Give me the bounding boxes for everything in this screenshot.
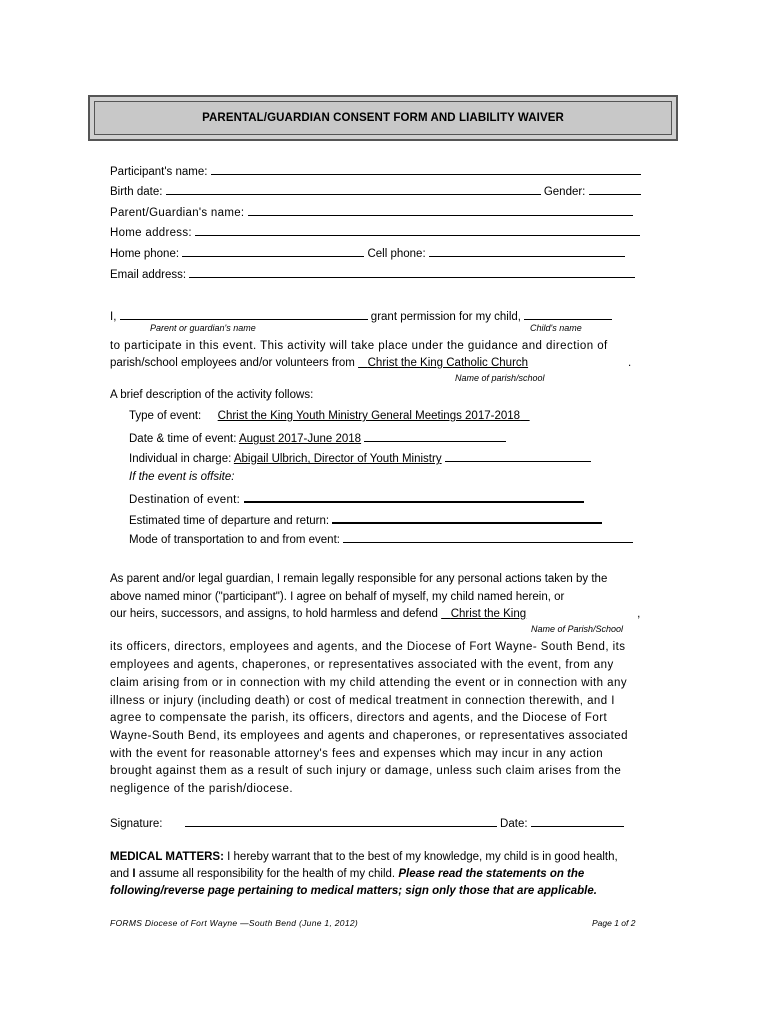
participant-name-field[interactable] (110, 163, 641, 179)
transport-blank[interactable] (343, 531, 633, 543)
liability-body-9: negligence of the parish/diocese. (110, 783, 293, 795)
defend-party-value[interactable] (441, 607, 637, 621)
liability-body-5: agree to compensate the parish, its officers, directors and agents, and the Diocese of Fort (110, 712, 608, 724)
event-type-value[interactable]: Christ the King Youth Ministry General Meetings 2017-2018 (217, 410, 521, 422)
phone-field[interactable] (110, 245, 625, 261)
medical-and: and (110, 868, 130, 880)
in-charge-field[interactable] (129, 450, 591, 466)
medical-line-3 (110, 884, 597, 898)
form-title: PARENTAL/GUARDIAN CONSENT FORM AND LIABILITY WAIVER (202, 112, 564, 124)
activity-heading: A brief description of the activity follows: (110, 389, 314, 401)
medical-heading: MEDICAL MATTERS: (110, 851, 224, 863)
event-date-value[interactable]: August 2017-June 2018 (238, 433, 362, 445)
event-type-field[interactable] (129, 409, 530, 423)
liability-body-6: Wayne-South Bend, its employees and agents and chaperones, or representatives associated (110, 730, 628, 742)
caption-parent-name: Parent or guardian's name (150, 323, 256, 333)
transport-field[interactable] (129, 531, 633, 547)
destination-blank[interactable] (244, 490, 584, 503)
home-phone-label: Home phone: (110, 248, 180, 260)
liability-line-2: above named minor ("participant"). I agree on behalf of myself, my child named herein, or (110, 591, 565, 603)
in-charge-label: Individual in charge: (129, 453, 232, 465)
liability-body-2: employees and agents, chaperones, or representatives associated with the event, from any (110, 659, 614, 671)
title-banner (94, 101, 672, 135)
medical-line-2 (110, 867, 584, 881)
event-date-label: Date & time of event: (129, 433, 237, 445)
parent-name-field[interactable] (110, 204, 633, 220)
in-charge-blank[interactable] (445, 450, 591, 462)
caption-parish-school: Name of parish/school (455, 373, 545, 383)
transport-label: Mode of transportation to and from event: (129, 534, 340, 546)
liability-line-1: As parent and/or legal guardian, I remain legally responsible for any personal actions taken by the (110, 573, 608, 585)
liability-body-8: brought against them as a result of such injury or damage, unless such claim arises from the (110, 765, 622, 777)
medical-text-1: I hereby warrant that to the best of my knowledge, my child is in good health, (227, 851, 618, 863)
participant-name-blank[interactable] (211, 163, 641, 175)
signature-blank[interactable] (185, 815, 497, 827)
birth-date-field[interactable] (110, 183, 641, 199)
liability-line-3: our heirs, successors, and assigns, to hold harmless and defend Christ the King , (110, 608, 641, 620)
departure-label: Estimated time of departure and return: (129, 515, 330, 527)
liability-body-4: illness or injury (including death) or cost of medical treatment in connection therewith, and I (110, 695, 615, 707)
medical-line-1 (110, 850, 618, 864)
parish-name-value[interactable] (358, 356, 628, 370)
liability-body-1: its officers, directors, employees and agents, and the Diocese of Fort Wayne- South Bend, its (110, 641, 626, 653)
liability-line-3-prefix: our heirs, successors, and assigns, to hold harmless and defend (110, 608, 438, 620)
destination-field[interactable] (129, 490, 584, 507)
grant-line-2: to participate in this event. This activity will take place under the guidance and direction of (110, 340, 608, 352)
grant-line-3-prefix: parish/school employees and/or volunteers from (110, 357, 355, 369)
grant-line[interactable] (110, 308, 612, 324)
gender-blank[interactable] (589, 183, 641, 195)
gender-label: Gender: (543, 186, 586, 198)
email-label: Email address: (110, 269, 187, 281)
participant-name-label: Participant's name: (110, 166, 208, 178)
birth-date-label: Birth date: (110, 186, 163, 198)
defend-party-text: Christ the King (450, 608, 527, 620)
footer-page-number: Page 1 of 2 (592, 918, 636, 928)
signature-field[interactable] (110, 815, 624, 831)
liability-body-7: with the event for reasonable attorney's fees and expenses which may incur in any action (110, 748, 604, 760)
parent-name-blank[interactable] (248, 204, 633, 216)
departure-blank[interactable] (332, 511, 602, 524)
destination-label: Destination of event: (129, 494, 241, 506)
medical-emphasis-2: following/reverse page pertaining to medical matters; sign only those that are applicable. (110, 885, 597, 897)
home-address-blank[interactable] (195, 224, 640, 236)
departure-field[interactable] (129, 511, 602, 528)
grant-text: grant permission for my child, (370, 311, 521, 323)
caption-child-name: Child's name (530, 323, 582, 333)
in-charge-value[interactable]: Abigail Ulbrich, Director of Youth Ministry (233, 453, 442, 465)
email-field[interactable] (110, 266, 635, 282)
parish-name-text: Christ the King Catholic Church (367, 357, 529, 369)
home-phone-blank[interactable] (182, 245, 364, 257)
liability-body-3: claim arising from or in connection with my child attending the event or in connection with any (110, 677, 628, 689)
signature-date-blank[interactable] (531, 815, 624, 827)
cell-phone-label: Cell phone: (367, 248, 426, 260)
signature-date-label: Date: (500, 818, 528, 830)
signature-label: Signature: (110, 818, 163, 830)
parent-name-label: Parent/Guardian's name: (110, 207, 245, 219)
title-box (88, 95, 678, 141)
caption-parish-school-2: Name of Parish/School (531, 624, 624, 634)
event-date-field[interactable] (129, 430, 506, 446)
event-date-blank[interactable] (364, 430, 506, 442)
child-name-blank[interactable] (524, 308, 612, 320)
event-type-label: Type of event: (129, 410, 202, 422)
birth-date-blank[interactable] (166, 183, 541, 195)
grant-line-3: parish/school employees and/or volunteers from Christ the King Catholic Church . (110, 357, 632, 369)
footer-source: FORMS Diocese of Fort Wayne —South Bend (June 1, 2012) (110, 918, 359, 928)
email-blank[interactable] (189, 266, 635, 278)
grant-prefix: I, (110, 311, 117, 323)
home-address-field[interactable] (110, 224, 640, 240)
parent-signature-name-blank[interactable] (120, 308, 368, 320)
home-address-label: Home address: (110, 227, 192, 239)
medical-text-2: assume all responsibility for the health of my child. (138, 868, 396, 880)
medical-i: I (132, 868, 136, 880)
offsite-note: If the event is offsite: (129, 471, 235, 483)
medical-emphasis-1: Please read the statements on the (398, 868, 585, 880)
cell-phone-blank[interactable] (429, 245, 625, 257)
